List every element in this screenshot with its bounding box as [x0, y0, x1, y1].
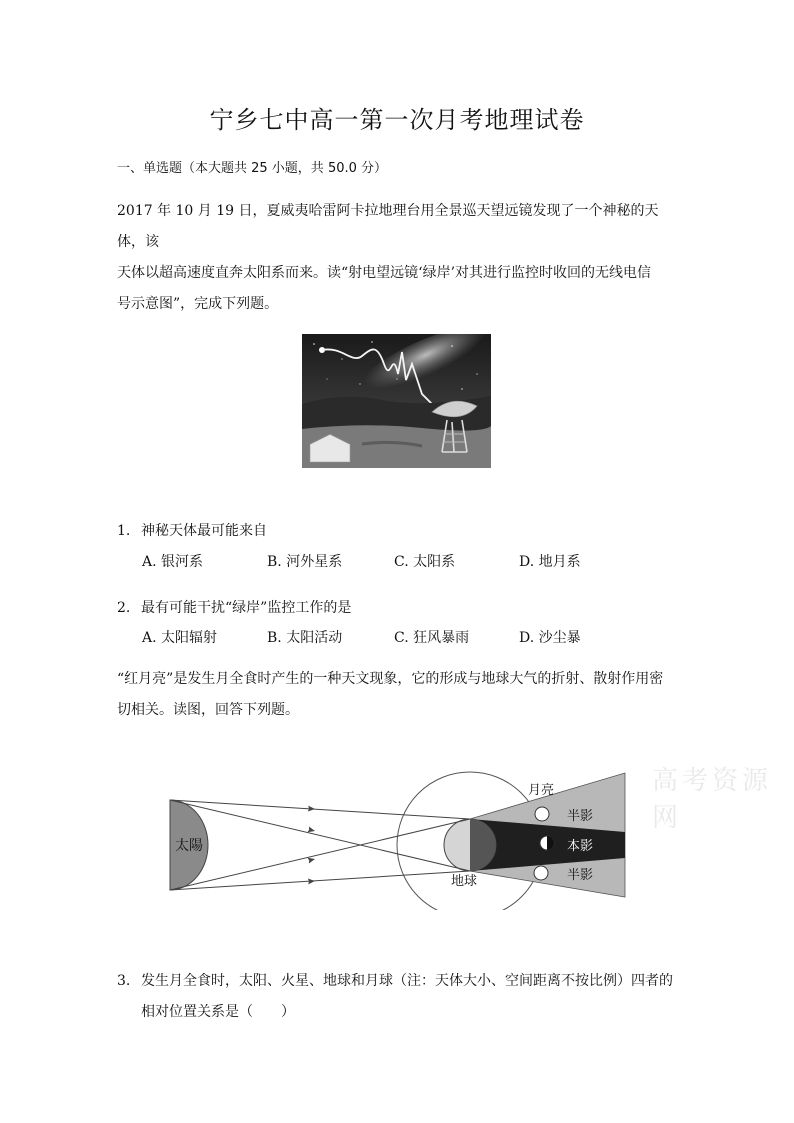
option-c: C. 太阳系: [394, 554, 456, 570]
option-b: B. 河外星系: [267, 554, 343, 570]
option-a: A. 银河系: [142, 554, 204, 570]
passage-line: 号示意图”，完成下列题。: [117, 296, 279, 312]
question-text-line: 发生月全食时，太阳、火星、地球和月球（注：天体大小、空间距离不按比例）四者的: [141, 973, 673, 989]
penumbra-label-bottom: 半影: [567, 868, 594, 883]
passage-line: “红月亮”是发生月全食时产生的一种天文现象，它的形成与地球大气的折射、散射作用密: [117, 671, 664, 687]
question-text: 神秘天体最可能来自: [141, 523, 267, 539]
question-2: [117, 597, 351, 617]
question-1: [117, 520, 267, 540]
lunar-eclipse-diagram: [165, 770, 627, 910]
option-b: B. 太阳活动: [267, 630, 343, 646]
option-a: A. 太阳辐射: [142, 630, 218, 646]
option-c: C. 狂风暴雨: [394, 630, 470, 646]
section-heading: 一、单选题（本大题共 25 小题，共 50.0 分）: [117, 161, 388, 176]
radio-telescope-photo: [302, 334, 491, 468]
ray-arrows: [307, 806, 315, 885]
earth-label: 地球: [451, 874, 478, 889]
passage-line: 天体以超高速度直奔太阳系而来。读“射电望远镜‘绿岸’对其进行监控时收回的无线电信: [117, 265, 652, 281]
passage-line: 2017 年 10 月 19 日，夏威夷哈雷阿卡拉地理台用全景巡天望远镜发现了一个神秘的天体，该: [117, 203, 659, 250]
sun-label: 太陽: [175, 838, 203, 854]
question-number: 2.: [117, 600, 131, 616]
moon-bottom: [534, 866, 548, 880]
umbra-label: 本影: [567, 839, 594, 854]
passage-line: 切相关。读图，回答下列题。: [117, 702, 299, 718]
question-text: 最有可能干扰“绿岸”监控工作的是: [141, 600, 352, 616]
watermark: 高考资源网: [652, 766, 773, 833]
penumbra-label-top: 半影: [567, 809, 594, 824]
question-3: [117, 966, 673, 1028]
option-d: D. 地月系: [519, 554, 581, 570]
question-text-line: 相对位置关系是（ ）: [141, 1004, 295, 1020]
question-number: 1.: [117, 523, 131, 539]
page-title: 宁乡七中高一第一次月考地理试卷: [209, 106, 585, 134]
option-d: D. 沙尘暴: [519, 630, 581, 646]
passage-2: [117, 664, 682, 726]
passage-1: [117, 196, 682, 320]
moon-label: 月亮: [528, 783, 555, 798]
moon-top: [535, 807, 549, 821]
question-number: 3.: [117, 973, 131, 989]
sunlight-rays: [170, 800, 470, 890]
